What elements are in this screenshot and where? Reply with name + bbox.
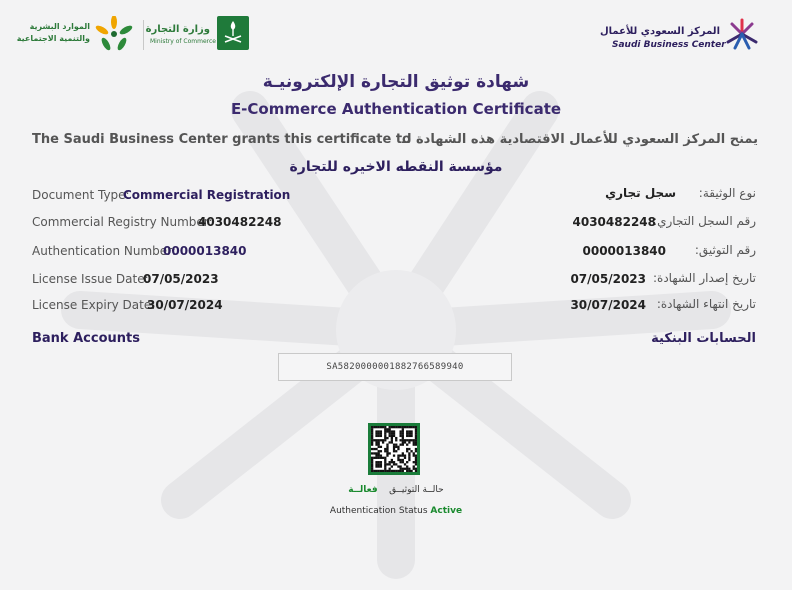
field-value-en: 0000013840 [163, 244, 247, 258]
field-value-ar: 30/07/2024 [570, 298, 646, 312]
qr-code[interactable] [368, 423, 420, 475]
hr-ministry-emblem-icon [94, 16, 134, 52]
field-value-en: 07/05/2023 [143, 272, 219, 286]
entity-name: مؤسسة النقطه الاخيره للتجارة [289, 159, 503, 175]
status-label-ar: حالــة التوثيــق [389, 485, 444, 495]
field-value-en: 30/07/2024 [147, 298, 223, 312]
field-label-en: License Expiry Date: [32, 298, 156, 312]
iban-value: SA5820000001882766589940 [326, 362, 464, 372]
sbc-name-en: Saudi Business Center [612, 40, 726, 50]
certificate-title-en: E-Commerce Authentication Certificate [230, 100, 562, 118]
sbc-name-ar: المركز السعودي للأعمال [600, 26, 720, 37]
bank-accounts-title-ar: الحسابات البنكية [651, 331, 756, 346]
field-value-ar: 4030482248 [572, 215, 656, 229]
iban-field [278, 353, 512, 381]
commerce-ministry-name-ar: وزارة التجارة [145, 24, 210, 35]
hr-ministry-logo [16, 16, 136, 56]
field-value-ar: 0000013840 [582, 244, 666, 258]
sbc-emblem-icon [724, 16, 760, 52]
field-label-ar: تاريخ إصدار الشهادة: [652, 271, 756, 285]
saudi-emblem-icon [217, 16, 249, 50]
commerce-ministry-name-en: Ministry of Commerce [150, 38, 216, 45]
qr-code-icon [371, 426, 417, 472]
grants-text-ar: يمنح المركز السعودي للأعمال الاقتصادية هذه الشهادة لـ [402, 132, 758, 147]
status-line-ar [0, 485, 792, 495]
field-value-en: 4030482248 [198, 215, 282, 229]
field-label-ar: تاريخ انتهاء الشهادة: [656, 297, 756, 311]
hr-ministry-name-line2: والتنمية الاجتماعية [16, 34, 90, 43]
field-label-en: License Issue Date: [32, 272, 149, 286]
bank-accounts-title-en: Bank Accounts [32, 331, 140, 346]
certificate-title-ar: شهادة توثيق التجارة الإلكترونيـة [262, 72, 530, 92]
grants-text-en: The Saudi Business Center grants this certificate to [32, 132, 411, 147]
field-label-en: Commercial Registry Number: [32, 215, 213, 229]
status-value-ar: فعالــة [348, 485, 378, 495]
field-label-en: Authentication Number: [32, 244, 176, 258]
status-value-en: Active [430, 506, 463, 516]
field-value-ar: سجل تجاري [605, 186, 676, 200]
field-value-ar: 07/05/2023 [570, 272, 646, 286]
field-label-ar: نوع الوثيقة: [698, 186, 756, 200]
logo-divider [143, 20, 144, 50]
saudi-business-center-logo [600, 16, 762, 56]
status-label-en: Authentication Status [329, 506, 428, 516]
commerce-ministry-logo [145, 16, 250, 56]
status-line-en [0, 506, 792, 516]
field-label-ar: رقم السجل التجاري: [653, 214, 756, 228]
field-label-en: Document Type: [32, 188, 130, 202]
field-value-en: Commercial Registration [123, 188, 291, 202]
hr-ministry-name-line1: الموارد البشرية [29, 22, 90, 31]
field-label-ar: رقم التوثيق: [694, 243, 756, 257]
